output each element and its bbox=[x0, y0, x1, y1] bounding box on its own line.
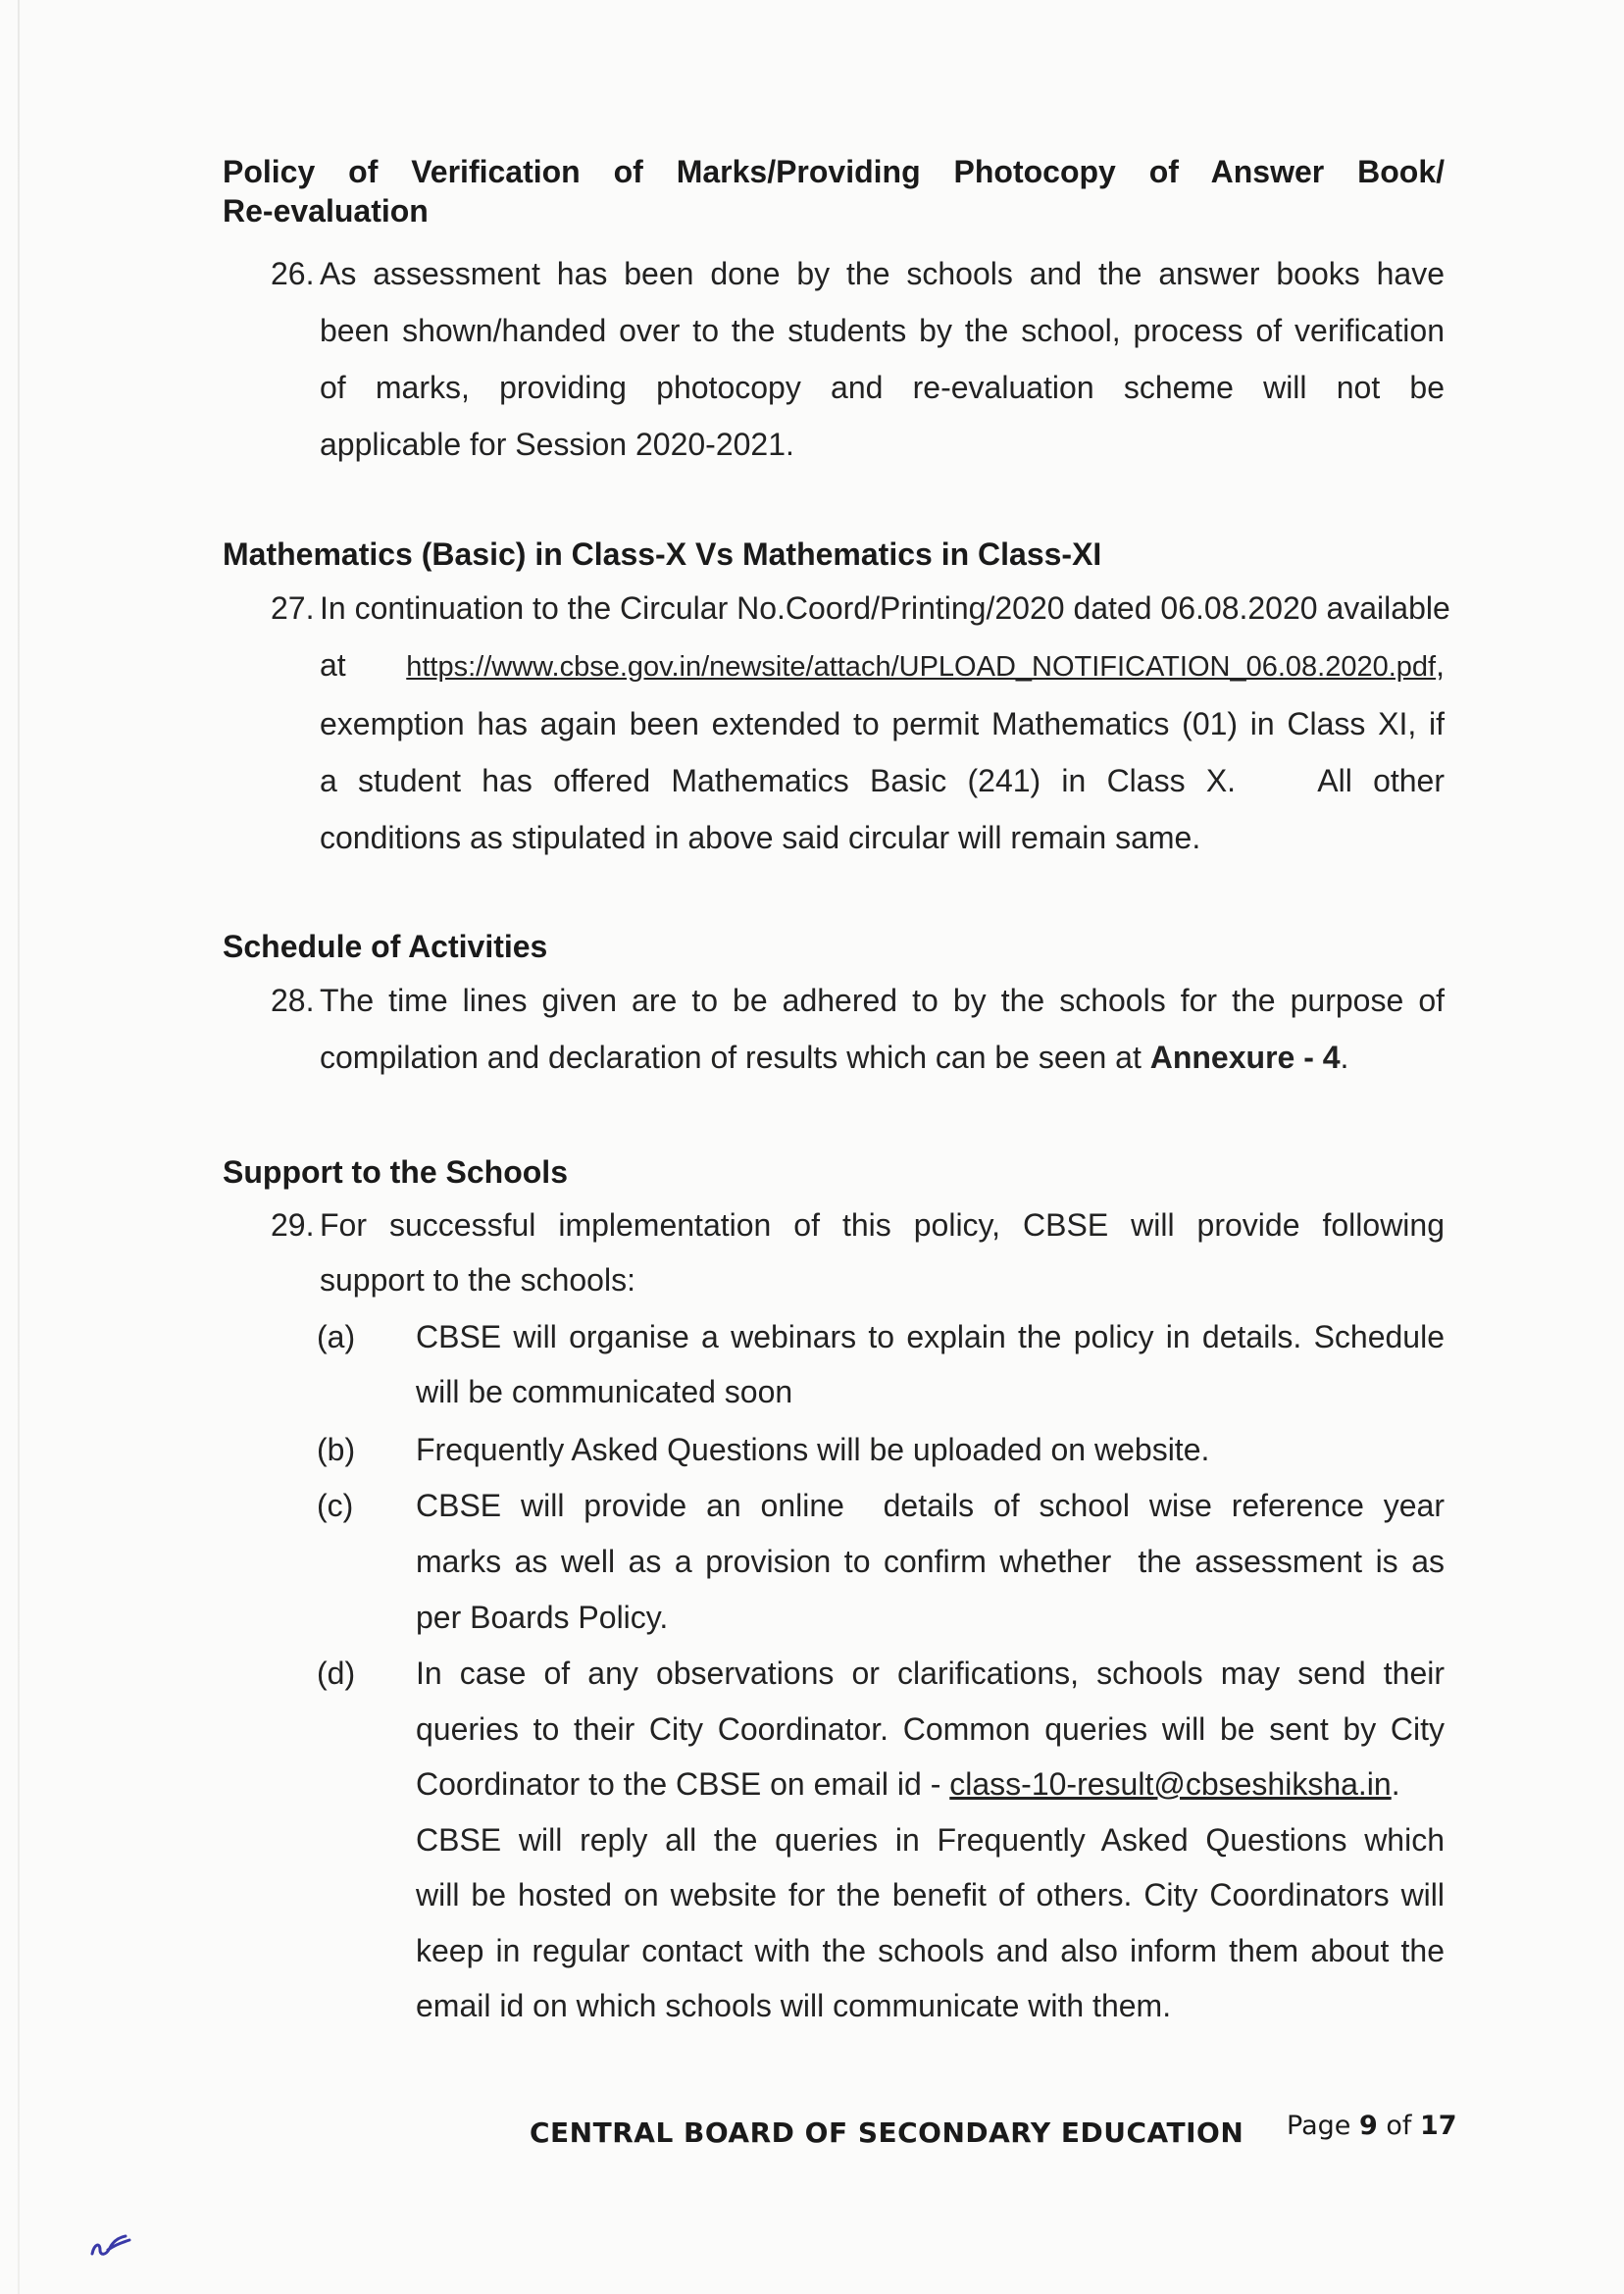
list-item-d bbox=[317, 1646, 1445, 2034]
list-item-line bbox=[416, 1757, 1445, 1812]
page-total: 17 bbox=[1419, 2111, 1457, 2141]
line-text: . bbox=[1391, 1766, 1400, 1802]
list-item-label: (c) bbox=[317, 1488, 354, 1523]
page-of: of bbox=[1386, 2111, 1412, 2141]
paragraph-line: As assessment has been done by the schools and the answer books have bbox=[320, 256, 1445, 291]
link-suffix: , bbox=[1436, 647, 1445, 683]
list-item-line: CBSE will provide an online details of school wise reference year bbox=[416, 1488, 1445, 1523]
footer-organization: CENTRAL BOARD OF SECONDARY EDUCATION bbox=[530, 2116, 1244, 2149]
link-prefix: at bbox=[320, 647, 346, 683]
paragraph-line: support to the schools: bbox=[320, 1262, 635, 1298]
list-item-line: email id on which schools will communicate with them. bbox=[416, 1988, 1172, 2023]
line-text: Coordinator to the CBSE on email id - bbox=[416, 1766, 950, 1802]
paragraph-line: exemption has again been extended to permit Mathematics (01) in Class XI, if bbox=[320, 706, 1445, 741]
section-heading-verification bbox=[223, 152, 1445, 230]
paragraph-29 bbox=[271, 1198, 1445, 1307]
paragraph-number: 26. bbox=[271, 256, 315, 291]
paragraph-line bbox=[320, 637, 1445, 695]
list-item-c bbox=[317, 1478, 1445, 1646]
list-item-line: CBSE will reply all the queries in Frequently Asked Questions which bbox=[416, 1821, 1445, 1858]
paragraph-number: 27. bbox=[271, 590, 315, 626]
paragraph-line: a student has offered Mathematics Basic (241) in Class X. All other bbox=[320, 763, 1445, 798]
list-item-a bbox=[317, 1309, 1445, 1419]
line-text: compilation and declaration of results which can be seen at bbox=[320, 1040, 1150, 1075]
heading-line: Re-evaluation bbox=[223, 193, 429, 229]
page-label: Page bbox=[1287, 2111, 1351, 2141]
paragraph-line: For successful implementation of this policy, CBSE will provide following bbox=[320, 1207, 1445, 1243]
paragraph-line: applicable for Session 2020-2021. bbox=[320, 427, 794, 462]
list-item-label: (b) bbox=[317, 1432, 356, 1467]
paragraph-line bbox=[320, 1029, 1445, 1086]
list-item-line: will be communicated soon bbox=[416, 1374, 793, 1409]
list-item-b bbox=[317, 1422, 1445, 1478]
paragraph-number: 29. bbox=[271, 1207, 315, 1243]
list-item-line: Frequently Asked Questions will be uploaded on website. bbox=[416, 1432, 1210, 1467]
section-heading-mathematics: Mathematics (Basic) in Class-X Vs Mathematics in Class-XI bbox=[223, 536, 1102, 572]
list-item-line: marks as well as a provision to confirm whether the assessment is as bbox=[416, 1544, 1445, 1579]
list-item-line: queries to their City Coordinator. Common queries will be sent by City bbox=[416, 1710, 1445, 1747]
paragraph-line: The time lines given are to be adhered to by the schools for the purpose of bbox=[320, 983, 1445, 1018]
paragraph-line: In continuation to the Circular No.Coord/Printing/2020 dated 06.08.2020 available bbox=[320, 590, 1450, 626]
list-item-label: (a) bbox=[317, 1319, 356, 1354]
section-heading-schedule: Schedule of Activities bbox=[223, 929, 548, 964]
list-item-line: keep in regular contact with the schools and also inform them about the bbox=[416, 1932, 1445, 1968]
paragraph-26 bbox=[271, 245, 1445, 473]
list-item-line: CBSE will organise a webinars to explain the policy in details. Schedule bbox=[416, 1319, 1445, 1354]
list-item-line: will be hosted on website for the benefit of others. City Coordinators will bbox=[416, 1877, 1445, 1912]
paragraph-line: of marks, providing photocopy and re-evaluation scheme will not be bbox=[320, 370, 1445, 405]
heading-line: Policy of Verification of Marks/Providing Photocopy of Answer Book/ bbox=[223, 154, 1445, 189]
section-heading-support: Support to the Schools bbox=[223, 1154, 568, 1190]
handwritten-initial-mark bbox=[86, 2224, 135, 2264]
scan-page-edge bbox=[18, 0, 20, 2294]
paragraph-28 bbox=[271, 972, 1445, 1086]
page-current: 9 bbox=[1358, 2111, 1378, 2141]
paragraph-27 bbox=[271, 580, 1450, 866]
paragraph-line: been shown/handed over to the students by the school, process of verification bbox=[320, 313, 1445, 348]
paragraph-number: 28. bbox=[271, 983, 315, 1018]
paragraph-line: conditions as stipulated in above said circular will remain same. bbox=[320, 820, 1201, 855]
email-link[interactable]: class-10-result@cbseshiksha.in bbox=[949, 1766, 1392, 1802]
list-item-line: per Boards Policy. bbox=[416, 1600, 669, 1635]
line-text: . bbox=[1340, 1040, 1349, 1075]
circular-link[interactable]: https://www.cbse.gov.in/newsite/attach/UPLOAD_NOTIFICATION_06.08.2020.pdf bbox=[406, 651, 1437, 683]
list-item-label: (d) bbox=[317, 1656, 356, 1691]
list-item-line: In case of any observations or clarifications, schools may send their bbox=[416, 1656, 1445, 1691]
annexure-reference: Annexure - 4 bbox=[1149, 1040, 1341, 1075]
page-number bbox=[1287, 2111, 1457, 2141]
